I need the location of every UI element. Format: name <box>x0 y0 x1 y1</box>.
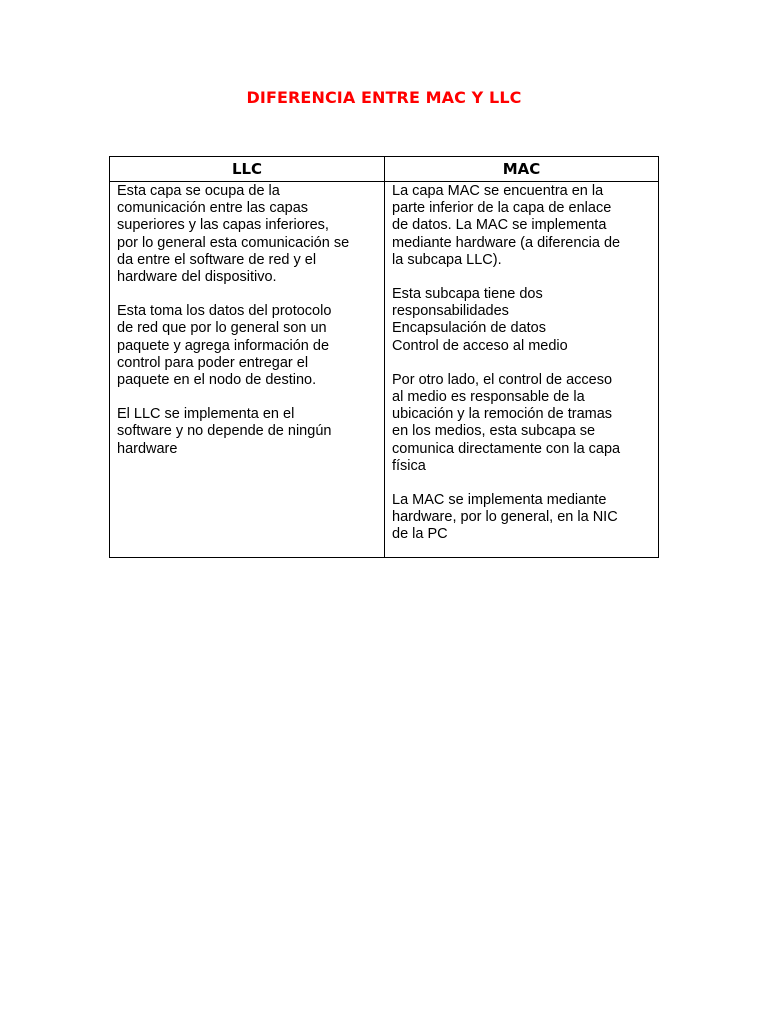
table-row <box>110 182 659 558</box>
llc-text-line: da entre el software de red y el <box>117 251 317 268</box>
table-header-row <box>110 157 659 182</box>
mac-text-line: Por otro lado, el control de acceso <box>392 371 613 388</box>
mac-text-line: Encapsulación de datos <box>392 320 546 337</box>
llc-text-line: paquete y agrega información de <box>117 337 330 354</box>
mac-text-line: la subcapa LLC). <box>392 251 502 268</box>
llc-paragraph-3 <box>117 406 378 458</box>
mac-text-line: de la PC <box>392 526 448 543</box>
llc-paragraph-2 <box>117 303 378 389</box>
mac-text-line: comunica directamente con la capa <box>392 440 621 457</box>
llc-text-line: paquete en el nodo de destino. <box>117 372 317 389</box>
mac-paragraph-4 <box>392 492 652 544</box>
llc-text-line: por lo general esta comunicación se <box>117 234 350 251</box>
llc-text-line: comunicación entre las capas <box>117 200 309 217</box>
mac-text-line: en los medios, esta subcapa se <box>392 423 596 440</box>
header-mac: MAC <box>385 157 659 182</box>
llc-text-line: hardware <box>117 440 178 457</box>
document-title: DIFERENCIA ENTRE MAC Y LLC <box>246 88 522 107</box>
mac-paragraph-2 <box>392 286 652 355</box>
llc-text-line: Esta capa se ocupa de la <box>117 183 280 199</box>
mac-text-line: parte inferior de la capa de enlace <box>392 200 612 217</box>
mac-paragraph-1 <box>392 183 652 269</box>
llc-text-line: de red que por lo general son un <box>117 320 327 337</box>
llc-text-line: superiores y las capas inferiores, <box>117 217 329 234</box>
mac-text-line: ubicación y la remoción de tramas <box>392 406 613 423</box>
mac-paragraph-3 <box>392 372 652 475</box>
llc-description-cell <box>110 182 385 558</box>
llc-text-line: software y no depende de ningún <box>117 423 332 440</box>
mac-text-line: La MAC se implementa mediante <box>392 492 607 509</box>
llc-text-line: control para poder entregar el <box>117 354 309 371</box>
mac-text-line: Control de acceso al medio <box>392 337 568 354</box>
llc-paragraph-1 <box>117 183 378 286</box>
mac-text-line: al medio es responsable de la <box>392 389 585 406</box>
header-llc: LLC <box>110 157 385 182</box>
mac-text-line: La capa MAC se encuentra en la <box>392 183 604 199</box>
mac-text-line: física <box>392 457 426 474</box>
llc-text-line: hardware del dispositivo. <box>117 269 277 286</box>
mac-text-line: de datos. La MAC se implementa <box>392 217 607 234</box>
llc-text-line: El LLC se implementa en el <box>117 406 295 423</box>
comparison-table <box>109 156 659 558</box>
mac-text-line: Esta subcapa tiene dos <box>392 286 543 303</box>
llc-text-line: Esta toma los datos del protocolo <box>117 303 332 320</box>
mac-text-line: hardware, por lo general, en la NIC <box>392 509 618 526</box>
mac-text-line: responsabilidades <box>392 303 509 320</box>
mac-text-line: mediante hardware (a diferencia de <box>392 234 621 251</box>
mac-description-cell <box>385 182 659 558</box>
